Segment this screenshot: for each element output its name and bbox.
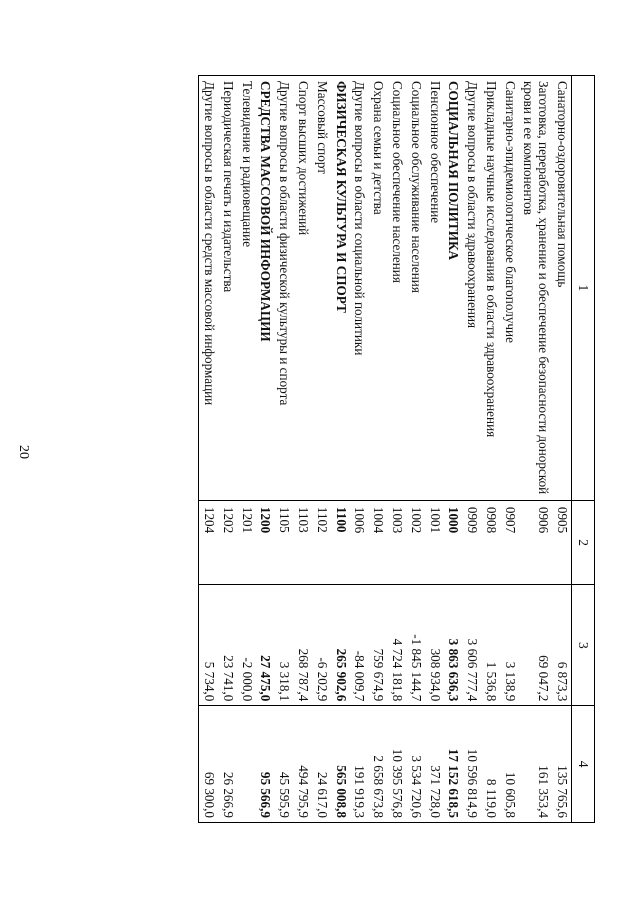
row-value3-cell: -2 000,0 (237, 585, 256, 706)
row-value3-cell: 3 863 636,3 (444, 585, 463, 706)
row-name-cell: Охрана семьи и детства (368, 76, 387, 501)
row-value3-cell: 6 873,3 (552, 585, 571, 706)
table-row (500, 76, 519, 823)
table-row (218, 76, 237, 823)
table-row (350, 76, 369, 823)
row-code-cell: 0906 (519, 500, 553, 585)
table-row (237, 76, 256, 823)
row-value3-cell: 23 741,0 (218, 585, 237, 706)
row-name-cell: ФИЗИЧЕСКАЯ КУЛЬТУРА И СПОРТ (331, 76, 350, 501)
column-header-3: 3 (572, 585, 595, 706)
table-body (199, 76, 572, 823)
row-name-cell: СОЦИАЛЬНАЯ ПОЛИТИКА (444, 76, 463, 501)
row-code-cell: 1103 (293, 500, 312, 585)
row-value4-cell: 10 596 814,9 (462, 706, 481, 823)
row-name-cell: Спорт высших достижений (293, 76, 312, 501)
rotated-table-container (60, 75, 595, 823)
table-row (552, 76, 571, 823)
table-row (312, 76, 331, 823)
row-name-cell: Санаторно-оздоровительная помощь (552, 76, 571, 501)
row-value3-cell: 3 138,9 (500, 585, 519, 706)
row-value4-cell: 17 152 618,5 (444, 706, 463, 823)
row-name-cell: Социальное обеспечение населения (387, 76, 406, 501)
table-row (519, 76, 553, 823)
row-code-cell: 1100 (331, 500, 350, 585)
row-value4-cell: 135 765,6 (552, 706, 571, 823)
row-value3-cell: 69 047,2 (519, 585, 553, 706)
row-value4-cell: 10 605,8 (500, 706, 519, 823)
table-row (293, 76, 312, 823)
row-value4-cell: 26 266,9 (218, 706, 237, 823)
row-value4-cell: 565 008,8 (331, 706, 350, 823)
row-value4-cell: 8 119,0 (481, 706, 500, 823)
row-code-cell: 1202 (218, 500, 237, 585)
row-code-cell: 1000 (444, 500, 463, 585)
row-name-cell: Телевидение и радиовещание (237, 76, 256, 501)
row-name-cell: СРЕДСТВА МАССОВОЙ ИНФОРМАЦИИ (256, 76, 275, 501)
row-value3-cell: 308 934,0 (425, 585, 444, 706)
table-row (368, 76, 387, 823)
row-value4-cell: 3 534 720,6 (406, 706, 425, 823)
row-code-cell: 0907 (500, 500, 519, 585)
table-row (444, 76, 463, 823)
row-value3-cell: 4 724 181,8 (387, 585, 406, 706)
table-row (462, 76, 481, 823)
row-name-cell: Периодическая печать и издательства (218, 76, 237, 501)
row-name-cell: Другие вопросы в области здравоохранения (462, 76, 481, 501)
row-name-cell: Другие вопросы в области физической культуры и спорта (275, 76, 294, 501)
row-value4-cell: 10 395 576,8 (387, 706, 406, 823)
row-code-cell: 1105 (275, 500, 294, 585)
table-row (256, 76, 275, 823)
row-value3-cell: 5 734,0 (199, 585, 218, 706)
row-code-cell: 1004 (368, 500, 387, 585)
table-row (331, 76, 350, 823)
row-code-cell: 1001 (425, 500, 444, 585)
row-name-cell: Прикладные научные исследования в области здравоохранения (481, 76, 500, 501)
row-value3-cell: 3 318,1 (275, 585, 294, 706)
row-code-cell: 1201 (237, 500, 256, 585)
row-value4-cell: 494 795,9 (293, 706, 312, 823)
row-value3-cell: -6 202,9 (312, 585, 331, 706)
row-name-cell: Другие вопросы в области средств массовой информации (199, 76, 218, 501)
row-value3-cell: -84 009,7 (350, 585, 369, 706)
row-value4-cell: 45 595,9 (275, 706, 294, 823)
column-header-4: 4 (572, 706, 595, 823)
row-value3-cell: 3 606 777,4 (462, 585, 481, 706)
table-row (275, 76, 294, 823)
table-row (199, 76, 218, 823)
row-name-cell: Заготовка, переработка, хранение и обеспечение безопасности донорской крови и ее компонентов (519, 76, 553, 501)
table-row (406, 76, 425, 823)
row-code-cell: 1204 (199, 500, 218, 585)
row-value3-cell: 265 902,6 (331, 585, 350, 706)
row-value3-cell: 759 674,9 (368, 585, 387, 706)
row-name-cell: Пенсионное обеспечение (425, 76, 444, 501)
row-value4-cell: 161 353,4 (519, 706, 553, 823)
row-code-cell: 1200 (256, 500, 275, 585)
row-name-cell: Другие вопросы в области социальной политики (350, 76, 369, 501)
row-value4-cell: 371 728,0 (425, 706, 444, 823)
column-header-2: 2 (572, 500, 595, 585)
header-row (572, 76, 595, 823)
row-code-cell: 0909 (462, 500, 481, 585)
table-row (425, 76, 444, 823)
row-code-cell: 0908 (481, 500, 500, 585)
row-code-cell: 1006 (350, 500, 369, 585)
row-value3-cell: 268 787,4 (293, 585, 312, 706)
row-value4-cell: 95 566,9 (256, 706, 275, 823)
row-name-cell: Санитарно-эпидемиологическое благополучие (500, 76, 519, 501)
row-name-cell: Социальное обслуживание населения (406, 76, 425, 501)
column-header-1: 1 (572, 76, 595, 501)
row-value3-cell: 1 536,8 (481, 585, 500, 706)
row-code-cell: 1002 (406, 500, 425, 585)
row-value4-cell: 191 919,3 (350, 706, 369, 823)
table-row (481, 76, 500, 823)
row-code-cell: 1102 (312, 500, 331, 585)
row-code-cell: 0905 (552, 500, 571, 585)
row-value3-cell: 27 475,0 (256, 585, 275, 706)
row-code-cell: 1003 (387, 500, 406, 585)
row-value4-cell: 24 617,0 (312, 706, 331, 823)
row-value4-cell: 69 300,0 (199, 706, 218, 823)
table-row (387, 76, 406, 823)
row-name-cell: Массовый спорт (312, 76, 331, 501)
page-number: 20 (16, 445, 31, 459)
row-value4-cell: 2 658 673,8 (368, 706, 387, 823)
row-value3-cell: -1 845 144,7 (406, 585, 425, 706)
budget-table (198, 75, 595, 823)
row-value4-cell (237, 706, 256, 823)
